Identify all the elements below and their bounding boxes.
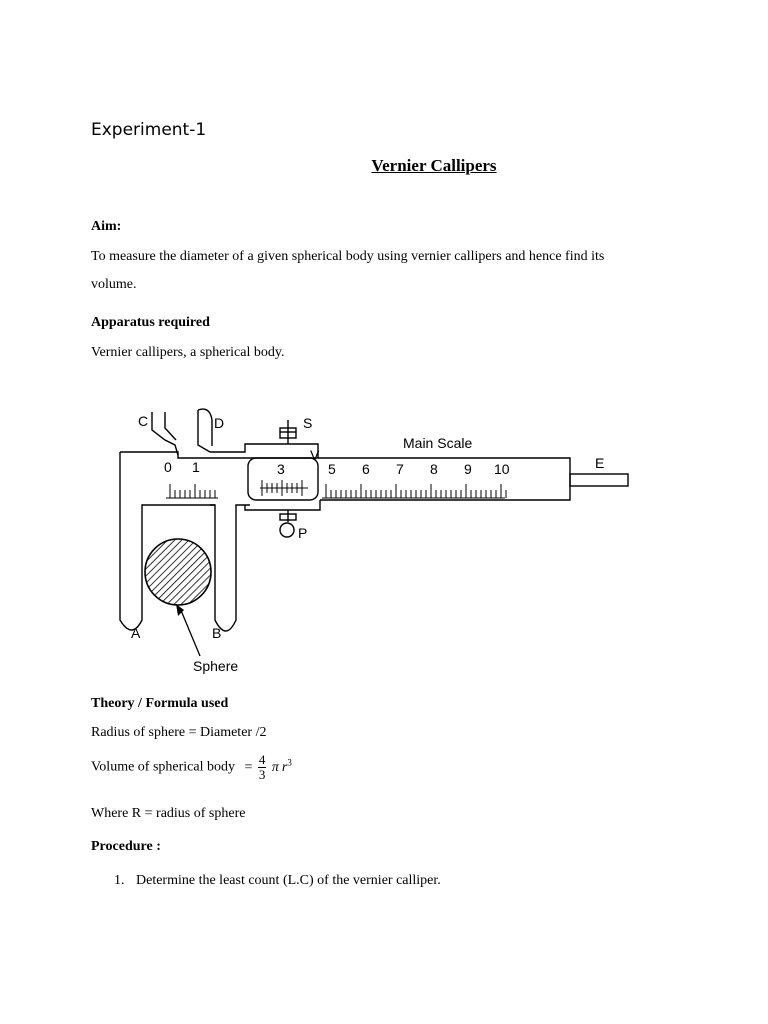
label-a: A xyxy=(131,625,141,641)
apparatus-heading: Apparatus required xyxy=(91,315,210,330)
radius-formula: Radius of sphere = Diameter /2 xyxy=(91,725,267,740)
main-scale-label: Main Scale xyxy=(403,435,473,451)
experiment-heading: Experiment-1 xyxy=(91,120,207,140)
label-v: V xyxy=(310,447,320,463)
fraction-numerator: 4 xyxy=(258,752,266,767)
jaw-scale-ticks xyxy=(166,484,218,498)
label-d: D xyxy=(214,415,225,431)
aim-text-line2: volume. xyxy=(91,277,137,292)
page-title: Vernier Callipers xyxy=(371,156,497,175)
vernier-scale-ticks xyxy=(260,480,308,496)
apparatus-text: Vernier callipers, a spherical body. xyxy=(91,345,285,360)
scale-number: 0 xyxy=(164,459,172,475)
fraction-four-thirds xyxy=(258,753,267,782)
formula-tail xyxy=(271,757,292,775)
scale-number: 8 xyxy=(430,461,438,477)
aim-text-line1: To measure the diameter of a given spherical body using vernier callipers and hence find its xyxy=(91,249,605,264)
aim-heading: Aim: xyxy=(91,219,122,234)
scale-number: 6 xyxy=(362,461,370,477)
volume-formula xyxy=(91,753,292,782)
scale-number: 5 xyxy=(328,461,336,477)
scale-number: 3 xyxy=(277,461,285,477)
pi-symbol: π xyxy=(271,759,279,775)
sphere-shape xyxy=(145,539,211,605)
sphere-pointer-arrow xyxy=(180,608,200,656)
scale-number: 1 xyxy=(192,459,200,475)
where-note: Where R = radius of sphere xyxy=(91,806,246,821)
label-p: P xyxy=(298,525,308,541)
label-c: C xyxy=(138,413,149,429)
theory-heading: Theory / Formula used xyxy=(91,696,229,711)
fraction-denominator: 3 xyxy=(258,767,266,782)
scale-number: 9 xyxy=(464,461,472,477)
label-b: B xyxy=(212,625,222,641)
scale-number: 7 xyxy=(396,461,404,477)
sphere-label: Sphere xyxy=(193,658,239,674)
main-scale-ticks xyxy=(322,484,506,498)
scale-number: 10 xyxy=(494,461,510,477)
exponent: 3 xyxy=(287,757,292,768)
equals-sign: = xyxy=(244,759,253,775)
label-s: S xyxy=(303,415,313,431)
procedure-step-number: 1. xyxy=(114,873,125,888)
procedure-heading: Procedure : xyxy=(91,839,161,854)
procedure-step-text: Determine the least count (L.C) of the vernier calliper. xyxy=(136,873,441,888)
volume-label: Volume of spherical body xyxy=(91,759,235,775)
r-symbol: r xyxy=(281,759,288,775)
label-e: E xyxy=(595,455,605,471)
